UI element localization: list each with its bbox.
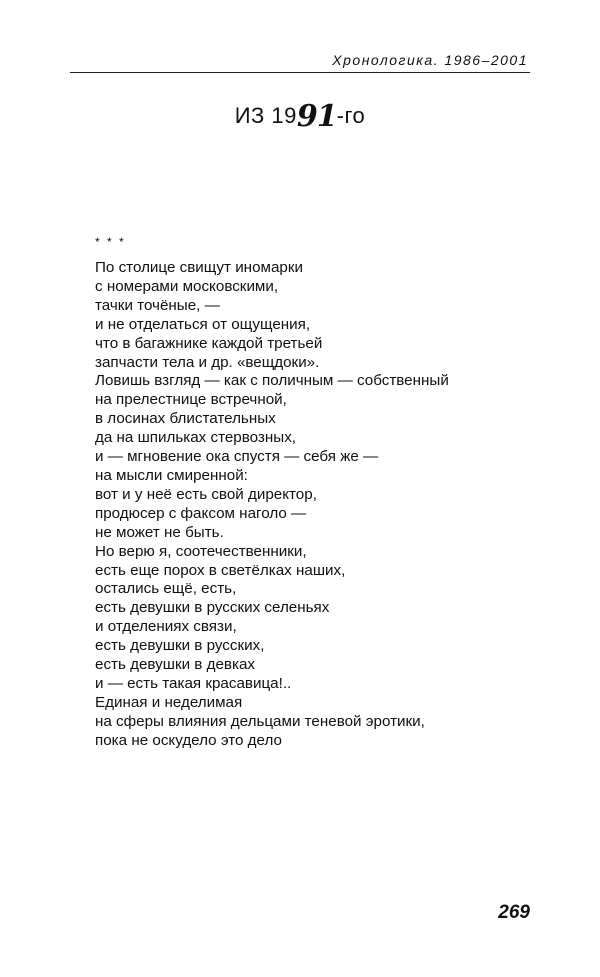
poem-line: По столице свищут иномарки [95,259,303,276]
poem-line: и отделениях связи, [95,618,237,636]
poem-line: есть девушки в русских, [95,637,265,655]
poem-line: Ловишь взгляд — как с поличным — собственный [95,372,449,390]
poem [95,232,449,751]
poem-line: с номерами московскими, [95,277,279,295]
poem-line: не может не быть. [95,523,224,541]
poem-line: и — есть такая красавица!.. [95,674,292,692]
header-rule [70,72,530,73]
page-number: 269 [498,902,530,923]
running-header [70,52,530,74]
poem-line: в лосинах блистательных [95,410,276,428]
poem-line: вот и у неё есть свой директор, [95,485,317,503]
chapter-title [0,96,600,134]
poem-line: продюсер с факсом наголо — [95,504,307,522]
poem-line: запчасти тела и др. «вещдоки». [95,353,320,371]
poem-line: Но верю я, соотечественники, [95,542,307,560]
poem-line: есть девушки в русских селеньях [95,599,330,617]
chapter-title-prefix: ИЗ 19 [234,103,297,128]
poem-line: что в багажнике каждой третьей [95,334,323,352]
poem-line: на сферы влияния дельцами теневой эротики, [95,712,425,730]
poem-line: на прелестнице встречной, [95,391,287,409]
poem-line: Единая и неделимая [95,693,243,711]
running-header-title: Хронологика. 1986–2001 [332,52,528,68]
poem-line: остались ещё, есть, [95,580,237,598]
chapter-title-suffix: -го [336,103,366,128]
poem-asterism: * * * [95,235,126,249]
poem-line: и не отделаться от ощущения, [95,315,311,333]
poem-line: есть еще порох в светёлках наших, [95,561,346,579]
poem-line: есть девушки в девках [95,656,255,674]
poem-line: тачки точёные, — [95,296,220,314]
poem-line: пока не оскудело это дело [95,731,282,749]
poem-line: на мысли смиренной: [95,466,248,484]
poem-line: и — мгновение ока спустя — себя же — [95,448,379,466]
poem-line: да на шпильках стервозных, [95,429,297,447]
chapter-title-handwritten-digits: 91 [296,99,337,134]
